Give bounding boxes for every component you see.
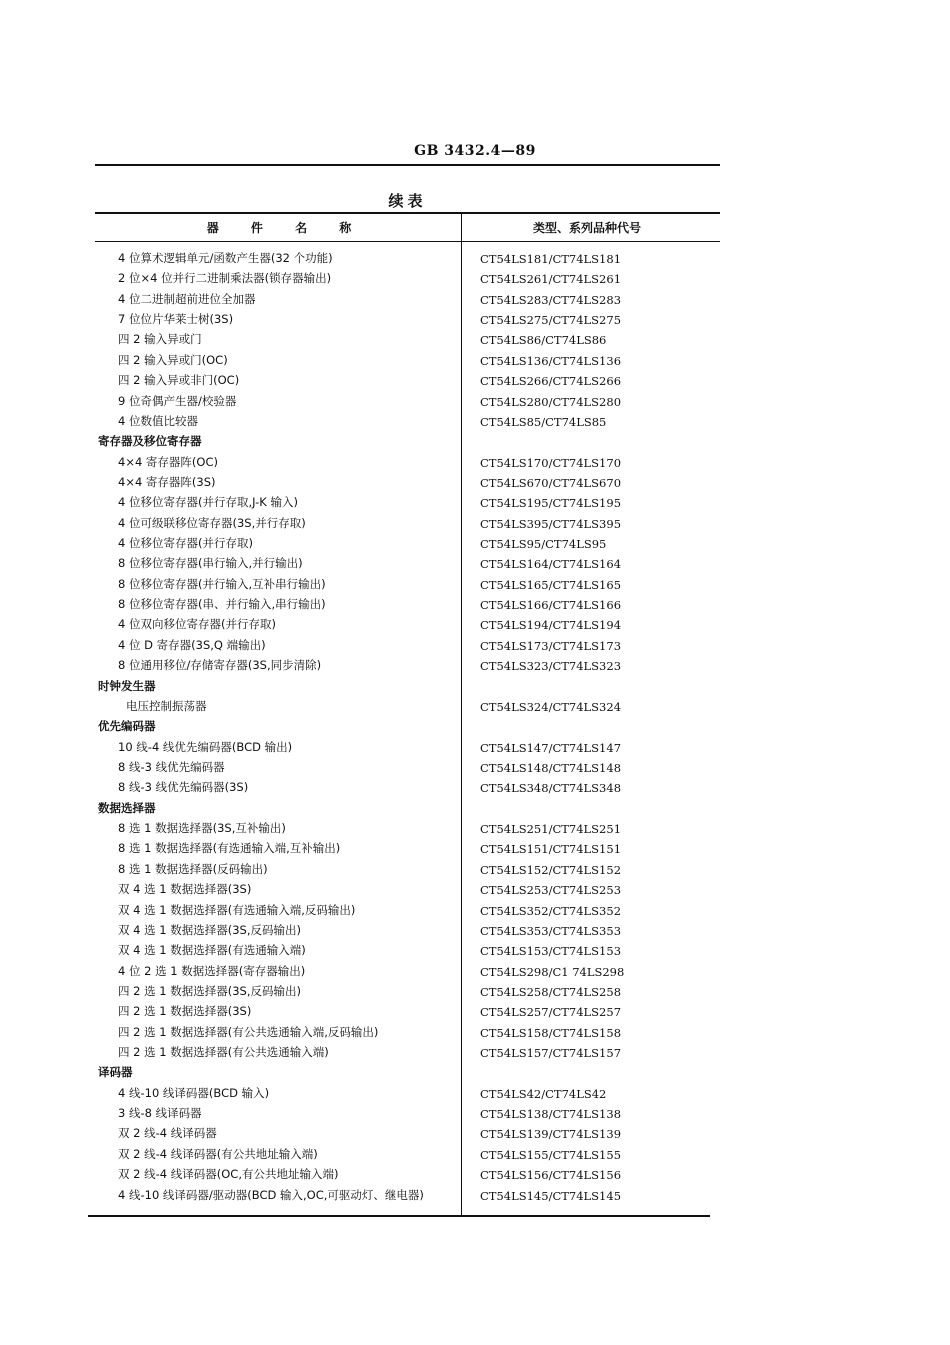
device-name: 双 2 线-4 线译码器(有公共地址输入端)	[118, 1146, 318, 1161]
device-code: CT54LS136/CT74LS136	[480, 353, 622, 368]
device-name: 4 线-10 线译码器(BCD 输入)	[118, 1085, 270, 1100]
device-code: CT54LS298/C1 74LS298	[480, 964, 625, 979]
device-code: CT54LS257/CT74LS257	[480, 1005, 622, 1020]
device-code: CT54LS353/CT74LS353	[480, 923, 622, 938]
device-code: CT54LS283/CT74LS283	[480, 292, 622, 307]
device-name: 7 位位片华莱士树(3S)	[118, 312, 234, 327]
table-row	[96, 614, 716, 634]
device-name: 四 2 输入异或非门(OC)	[118, 373, 240, 388]
device-code: CT54LS253/CT74LS253	[480, 883, 622, 898]
device-code: CT54LS138/CT74LS138	[480, 1107, 622, 1122]
device-name: 双 4 选 1 数据选择器(有选通输入端,反码输出)	[118, 902, 356, 917]
device-code: CT54LS166/CT74LS166	[480, 598, 622, 613]
device-name: 8 选 1 数据选择器(反码输出)	[118, 861, 268, 876]
table-row	[96, 391, 716, 411]
category-row	[96, 1062, 716, 1082]
device-code: CT54LS164/CT74LS164	[480, 557, 622, 572]
category-label: 寄存器及移位寄存器	[98, 434, 202, 449]
table-row	[96, 452, 716, 472]
device-name: 4×4 寄存器阵(3S)	[118, 474, 216, 489]
column-header-name: 器 件 名 称	[206, 221, 354, 235]
device-code: CT54LS147/CT74LS147	[480, 740, 622, 755]
device-code: CT54LS86/CT74LS86	[480, 333, 607, 348]
device-code: CT54LS352/CT74LS352	[480, 903, 622, 918]
device-name: 4 位移位寄存器(并行存取)	[118, 536, 253, 551]
device-code: CT54LS261/CT74LS261	[480, 272, 622, 287]
device-code: CT54LS323/CT74LS323	[480, 659, 622, 674]
device-name: 2 位×4 位并行二进制乘法器(锁存器输出)	[118, 271, 332, 286]
device-name: 四 2 选 1 数据选择器(3S,反码输出)	[118, 983, 301, 998]
device-code: CT54LS258/CT74LS258	[480, 984, 622, 999]
category-row	[96, 798, 716, 818]
device-name: 四 2 选 1 数据选择器(有公共选通输入端,反码输出)	[118, 1024, 379, 1039]
device-code: CT54LS170/CT74LS170	[480, 455, 622, 470]
device-code: CT54LS266/CT74LS266	[480, 374, 622, 389]
device-name: 9 位奇偶产生器/校验器	[118, 393, 237, 408]
device-name: 四 2 输入异或门(OC)	[118, 352, 228, 367]
header-rule	[95, 164, 720, 166]
table-row	[96, 1164, 716, 1184]
device-name: 四 2 选 1 数据选择器(3S)	[118, 1004, 252, 1019]
device-name: 3 线-8 线译码器	[118, 1106, 202, 1121]
device-name: 四 2 选 1 数据选择器(有公共选通输入端)	[118, 1045, 329, 1060]
device-name: 4 位数值比较器	[118, 413, 198, 428]
device-code: CT54LS42/CT74LS42	[480, 1086, 607, 1101]
header-bottom-rule	[95, 241, 720, 242]
table-row	[96, 818, 716, 838]
table-row	[96, 1042, 716, 1062]
device-name: 8 位通用移位/存储寄存器(3S,同步清除)	[118, 658, 322, 673]
device-code: CT54LS173/CT74LS173	[480, 638, 622, 653]
table-row	[96, 533, 716, 553]
table-row	[96, 289, 716, 309]
table-top-rule	[95, 212, 720, 214]
column-header-code: 类型、系列品种代号	[532, 221, 641, 235]
device-code: CT54LS158/CT74LS158	[480, 1025, 622, 1040]
device-code: CT54LS155/CT74LS155	[480, 1147, 622, 1162]
table-row	[96, 329, 716, 349]
device-code: CT54LS151/CT74LS151	[480, 842, 622, 857]
table-body	[96, 248, 716, 1205]
category-row	[96, 716, 716, 736]
device-name: 4 位 D 寄存器(3S,Q 端输出)	[118, 637, 266, 652]
table-row	[96, 737, 716, 757]
table-row	[96, 370, 716, 390]
table-row	[96, 635, 716, 655]
table-row	[96, 1001, 716, 1021]
table-row	[96, 838, 716, 858]
table-row	[96, 900, 716, 920]
device-name: 双 4 选 1 数据选择器(有选通输入端)	[118, 943, 306, 958]
table-row	[96, 879, 716, 899]
table-row	[96, 411, 716, 431]
device-name: 电压控制振荡器	[126, 698, 207, 713]
device-name: 8 位移位寄存器(串、并行输入,串行输出)	[118, 597, 326, 612]
device-code: CT54LS153/CT74LS153	[480, 944, 622, 959]
device-name: 10 线-4 线优先编码器(BCD 输出)	[118, 739, 293, 754]
device-code: CT54LS194/CT74LS194	[480, 618, 622, 633]
category-row	[96, 431, 716, 451]
table-row	[96, 961, 716, 981]
device-code: CT54LS280/CT74LS280	[480, 394, 622, 409]
category-row	[96, 676, 716, 696]
category-label: 译码器	[98, 1065, 133, 1080]
device-code: CT54LS670/CT74LS670	[480, 475, 622, 490]
table-row	[96, 1185, 716, 1205]
device-name: 4 位二进制超前进位全加器	[118, 291, 256, 306]
category-label: 优先编码器	[98, 719, 156, 734]
device-code: CT54LS181/CT74LS181	[480, 252, 622, 266]
device-code: CT54LS139/CT74LS139	[480, 1127, 622, 1142]
device-code: CT54LS348/CT74LS348	[480, 781, 622, 796]
device-name: 4 位移位寄存器(并行存取,J-K 输入)	[118, 495, 298, 510]
category-label: 数据选择器	[98, 800, 156, 815]
device-code: CT54LS157/CT74LS157	[480, 1046, 622, 1061]
device-name: 8 位移位寄存器(串行输入,并行输出)	[118, 556, 303, 571]
device-code: CT54LS324/CT74LS324	[480, 699, 622, 714]
table-row	[96, 594, 716, 614]
table-row	[96, 859, 716, 879]
table-row	[96, 472, 716, 492]
device-name: 8 选 1 数据选择器(有选通输入端,互补输出)	[118, 841, 341, 856]
device-name: 双 4 选 1 数据选择器(3S)	[118, 882, 252, 897]
category-label: 时钟发生器	[98, 678, 156, 693]
table-row	[96, 248, 716, 268]
device-code: CT54LS195/CT74LS195	[480, 496, 622, 511]
table-row	[96, 655, 716, 675]
device-name: 8 线-3 线优先编码器	[118, 759, 225, 774]
device-name: 4 位算术逻辑单元/函数产生器(32 个功能)	[118, 251, 333, 265]
device-name: 双 2 线-4 线译码器	[118, 1126, 217, 1141]
device-name: 四 2 输入异或门	[118, 332, 202, 347]
device-code: CT54LS395/CT74LS395	[480, 516, 622, 531]
table-row	[96, 1022, 716, 1042]
device-name: 8 线-3 线优先编码器(3S)	[118, 780, 249, 795]
device-code: CT54LS85/CT74LS85	[480, 414, 607, 429]
device-code: CT54LS165/CT74LS165	[480, 577, 622, 592]
device-name: 4 位可级联移位寄存器(3S,并行存取)	[118, 515, 306, 530]
device-code: CT54LS145/CT74LS145	[480, 1188, 622, 1203]
table-row	[96, 553, 716, 573]
table-row	[96, 1083, 716, 1103]
table-row	[96, 492, 716, 512]
device-name: 4 位 2 选 1 数据选择器(寄存器输出)	[118, 963, 306, 978]
device-name: 8 位移位寄存器(并行输入,互补串行输出)	[118, 576, 326, 591]
device-code: CT54LS95/CT74LS95	[480, 537, 607, 552]
device-code: CT54LS275/CT74LS275	[480, 313, 622, 328]
device-name: 4 位双向移位寄存器(并行存取)	[118, 617, 276, 632]
table-row	[96, 574, 716, 594]
device-name: 双 4 选 1 数据选择器(3S,反码输出)	[118, 922, 301, 937]
device-name: 4×4 寄存器阵(OC)	[118, 454, 218, 469]
device-code: CT54LS148/CT74LS148	[480, 760, 622, 775]
table-row	[96, 309, 716, 329]
table-row	[96, 981, 716, 1001]
table-row	[96, 940, 716, 960]
device-name: 双 2 线-4 线译码器(OC,有公共地址输入端)	[118, 1167, 339, 1182]
table-bottom-rule	[88, 1215, 710, 1217]
table-row	[96, 513, 716, 533]
standard-number: GB 3432.4—89	[414, 143, 536, 159]
device-name: 8 选 1 数据选择器(3S,互补输出)	[118, 821, 286, 836]
table-row	[96, 268, 716, 288]
device-name: 4 线-10 线译码器/驱动器(BCD 输入,OC,可驱动灯、继电器)	[118, 1187, 424, 1202]
table-row	[96, 696, 716, 716]
device-code: CT54LS251/CT74LS251	[480, 822, 622, 837]
table-row	[96, 757, 716, 777]
device-code: CT54LS156/CT74LS156	[480, 1168, 622, 1183]
table-row	[96, 350, 716, 370]
table-row	[96, 920, 716, 940]
table-row	[96, 1123, 716, 1143]
table-row	[96, 777, 716, 797]
table-title: 续表	[388, 192, 427, 210]
table-row	[96, 1103, 716, 1123]
device-code: CT54LS152/CT74LS152	[480, 862, 622, 877]
table-row	[96, 1144, 716, 1164]
